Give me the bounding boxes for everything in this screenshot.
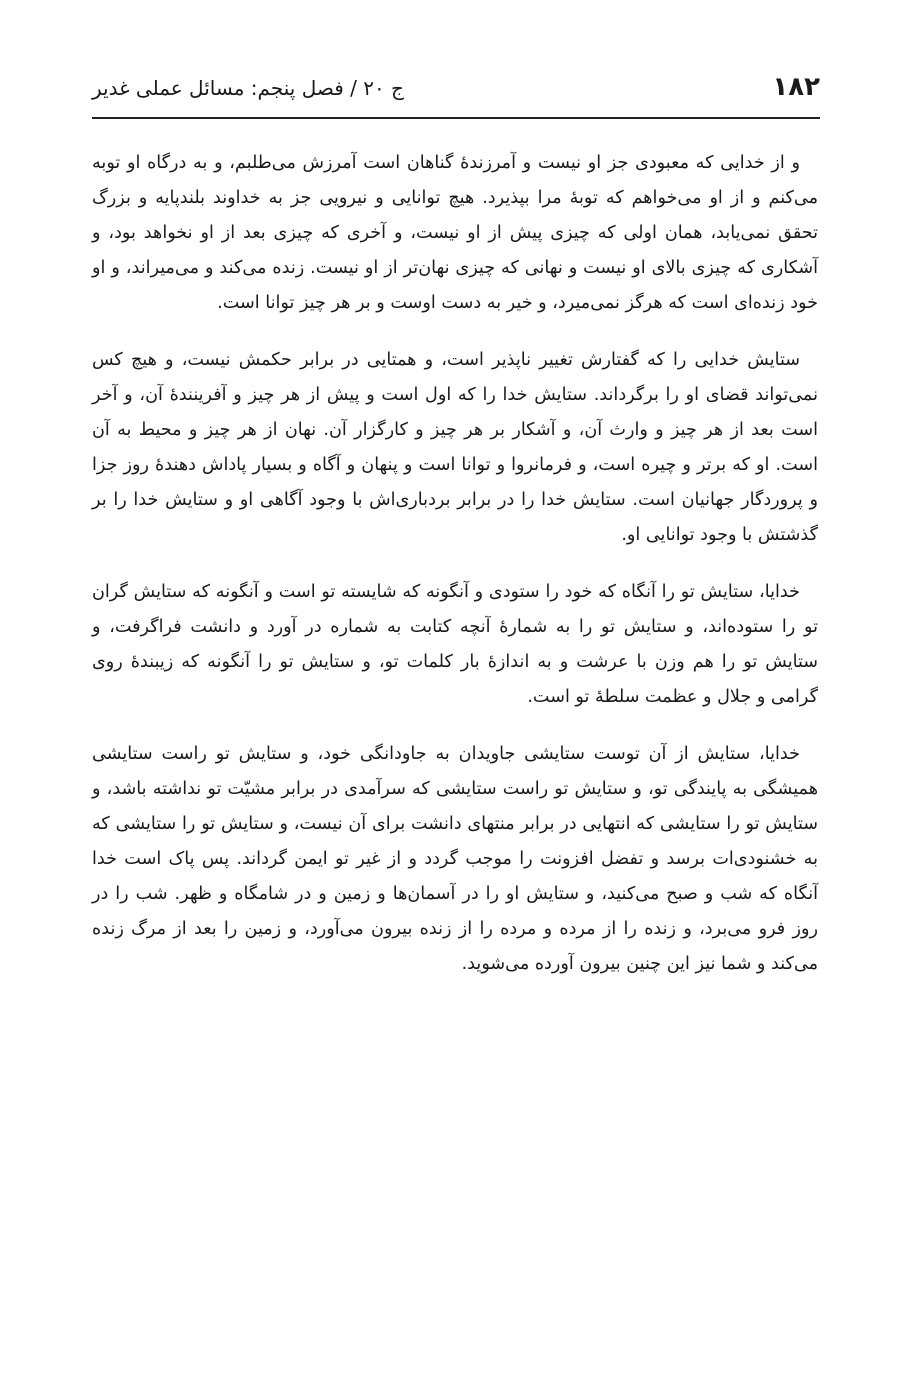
paragraph: و از خدایی که معبودی جز او نیست و آمرزندهٔ گناهان است آمرزش می‌طلبم، و به درگاه او توبه می‌کنم و از او می‌خواهم که توبهٔ مرا بپذیرد. هیچ توانایی و نیرویی جز به خداوند بلندپایه و بزرگ تحقق نمی‌یابد، همان اولی که چیزی پیش از او نیست، و آخری که چیزی بعد از او نخواهد بود، و آشکاری که چیزی بالای او نیست و نهانی که چیزی نهان‌تر از او نیست. زنده می‌کند و می‌میراند، و او خود زنده‌ای است که هرگز نمی‌میرد، و خیر به دست اوست و بر هر چیز توانا است. [92,153,818,313]
paragraph: خدایا، ستایش از آن توست ستایشی جاویدان به جاودانگی خود، و ستایش تو راست ستایشی همیشگی به پایندگی تو، و ستایش تو راست ستایشی که سرآمدی در برابر مشیّت تو نداشته باشد، و ستایش تو را ستایشی که انتهایی در برابر منتهای دانشت برای آن نیست، و ستایش تو را ستایشی که به خشنودی‌ات برسد و تفضل افزونت را موجب گردد و از غیر تو ایمن گرداند. پس پاک است خدا آنگاه که شب و صبح می‌کنید، و ستایش او را در آسمان‌ها و زمین و در شامگاه و ظهر. شب را در روز فرو می‌برد، و زنده را از مرده و مرده را از زنده بیرون می‌آورد، و زمین را بعد از مرگ زنده می‌کند و شما نیز این چنین بیرون آورده می‌شوید. [92,744,818,974]
page-number: ۱۸۲ [772,72,820,102]
paragraph: ستایش خدایی را که گفتارش تغییر ناپذیر است، و همتایی در برابر حکمش نیست، و هیچ کس نمی‌تواند قضای او را برگرداند. ستایش خدا را که اول است و پیش از هر چیز و آفرینندهٔ آن، و آخر است بعد از هر چیز و وارث آن، و آشکار بر هر چیز و کارگزار آن. نهان از هر چیز و محیط به آن است. او که برتر و چیره است، و فرمانروا و توانا است و پنهان و آگاه و بسیار پاداش دهندهٔ روز جزا و پروردگار جهانیان است. ستایش خدا را در برابر بردباری‌اش با وجود آگاهی او و ستایش خدا را بر گذشتش با وجود توانایی او. [92,350,818,545]
paragraph: خدایا، ستایش تو را آنگاه که خود را ستودی و آنگونه که شایسته تو است و آنگونه که ستایش گران تو را ستوده‌اند، و ستایش تو را به شمارهٔ آنچه کتابت به شماره در آورد و دانشت فراگرفت، و ستایش تو را هم وزن با عرشت و به اندازهٔ بار کلمات تو، و ستایش تو را آنگونه که زیبندهٔ روی گرامی و جلال و عظمت سلطهٔ تو است. [92,582,818,707]
body-text [92,146,818,1004]
header-divider [92,117,820,119]
page-header [92,66,820,116]
running-head: ج ۲۰ / فصل پنجم: مسائل عملی غدیر [92,76,404,100]
